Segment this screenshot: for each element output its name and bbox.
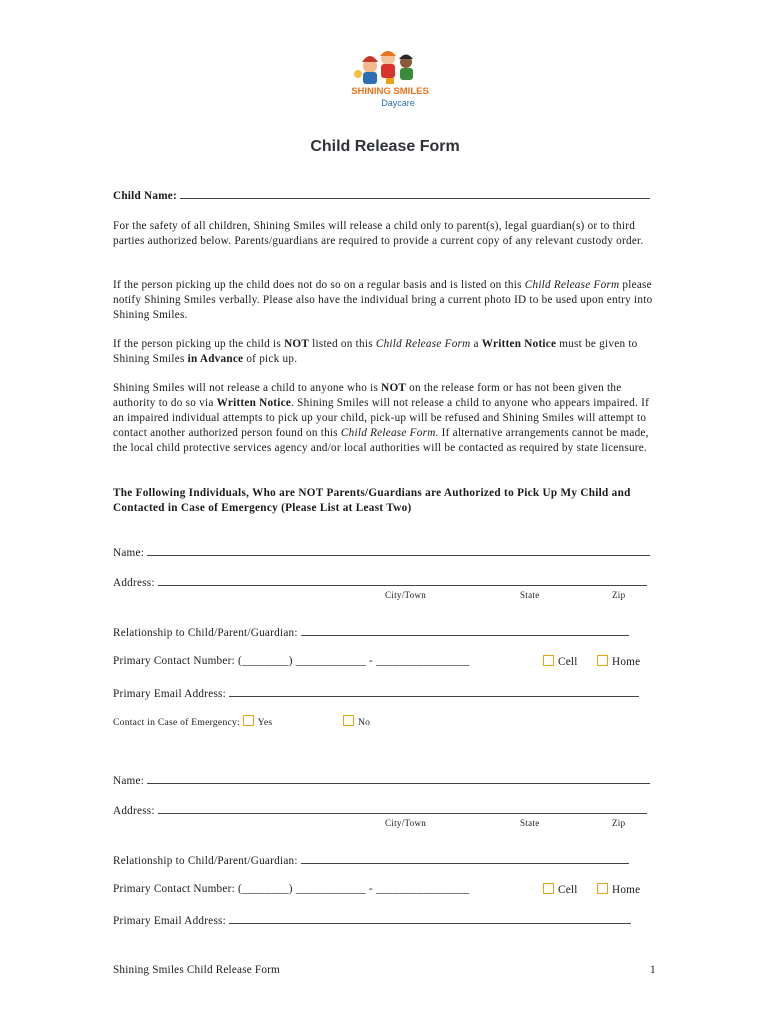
phone-label[interactable]: Primary Contact Number: (________) ____________ - ________________ (113, 655, 470, 667)
logo-line2: Daycare (381, 98, 415, 108)
logo-line1: SHINING SMILES (351, 86, 429, 97)
person1-email-field[interactable] (229, 686, 639, 697)
person1-address-row (113, 575, 647, 589)
daycare-logo (340, 44, 440, 114)
name-label: Name: (113, 775, 145, 787)
relationship-label: Relationship to Child/Parent/Guardian: (113, 627, 298, 639)
person1-emergency-no[interactable] (343, 715, 370, 728)
footer-text: Shining Smiles Child Release Form (113, 964, 280, 976)
person2-home-option[interactable] (597, 883, 640, 896)
person1-name-field[interactable] (147, 545, 650, 556)
no-label: No (358, 717, 371, 728)
person1-relationship-row (113, 625, 629, 639)
person2-name-field[interactable] (147, 773, 650, 784)
phone-label[interactable]: Primary Contact Number: (________) ____________ - ________________ (113, 883, 470, 895)
person1-cell-option[interactable] (543, 655, 578, 668)
person1-phone-row (113, 655, 469, 667)
emergency-label: Contact in Case of Emergency: (113, 717, 240, 728)
person2-address-field[interactable] (158, 803, 647, 814)
email-label: Primary Email Address: (113, 915, 227, 927)
cell-label: Cell (558, 656, 578, 668)
child-name-label: Child Name: (113, 190, 177, 202)
paragraph-written-notice: If the person picking up the child is NOT listed on this Child Release Form a Written Notice must be given to Shining Smiles in Advance of pick up. (113, 338, 638, 365)
paragraph-regular-pickup: If the person picking up the child does not do so on a regular basis and is listed on this Child Release Form please notify Shining Smiles verbally. Please also have the individual bring a current photo ID to be used upon entry into Shining Smiles. (113, 279, 653, 321)
person2-phone-row (113, 883, 469, 895)
relationship-label: Relationship to Child/Parent/Guardian: (113, 855, 298, 867)
page-number: 1 (650, 964, 656, 976)
cell-checkbox[interactable] (543, 883, 554, 894)
person2-email-field[interactable] (229, 913, 631, 924)
state-caption: State (520, 590, 540, 600)
person1-address-field[interactable] (158, 575, 647, 586)
city-caption: City/Town (385, 590, 427, 600)
email-label: Primary Email Address: (113, 688, 227, 700)
person1-name-row (113, 545, 650, 559)
name-label: Name: (113, 547, 145, 559)
person2-relationship-row (113, 853, 629, 867)
person2-address-row (113, 803, 647, 817)
person2-relationship-field[interactable] (301, 853, 629, 864)
person1-home-option[interactable] (597, 655, 640, 668)
paragraph-safety: For the safety of all children, Shining Smiles will release a child only to parent(s), legal guardian(s) or to third parties authorized below. Parents/guardians are required to provide a current copy of any relevant custody order. (113, 220, 644, 247)
yes-label: Yes (257, 717, 273, 728)
section-header: The Following Individuals, Who are NOT Parents/Guardians are Authorized to Pick Up My Child and Contacted in Case of Emergency (Please List at Least Two) (113, 487, 631, 514)
city-caption: City/Town (385, 818, 427, 828)
emergency-no-checkbox[interactable] (343, 715, 354, 726)
child-name-field[interactable] (180, 188, 650, 199)
cell-checkbox[interactable] (543, 655, 554, 666)
home-checkbox[interactable] (597, 655, 608, 666)
person1-emergency-row (113, 715, 272, 728)
home-checkbox[interactable] (597, 883, 608, 894)
person2-email-row (113, 913, 631, 927)
person1-relationship-field[interactable] (301, 625, 629, 636)
home-label: Home (612, 884, 641, 896)
paragraph-release-policy: Shining Smiles will not release a child to anyone who is NOT on the release form or has not been given the authority to do so via Written Notice. Shining Smiles will not release a child to anyone who appears impaired. If an impaired individual attempts to pick up your child, pick-up will be refused and Shining Smiles will attempt to contact another authorized person found on this Child Release Form. If alternative arrangements cannot be made, the local child protective services agency and/or local authorities will be contacted as required by state licensure. (113, 382, 650, 454)
person2-cell-option[interactable] (543, 883, 578, 896)
address-label: Address: (113, 805, 155, 817)
home-label: Home (612, 656, 641, 668)
page-title: Child Release Form (310, 138, 460, 155)
cell-label: Cell (558, 884, 578, 896)
person1-email-row (113, 686, 639, 700)
emergency-yes-checkbox[interactable] (243, 715, 254, 726)
zip-caption: Zip (612, 590, 626, 600)
state-caption: State (520, 818, 540, 828)
child-name-row (113, 188, 650, 202)
zip-caption: Zip (612, 818, 626, 828)
person2-name-row (113, 773, 650, 787)
address-label: Address: (113, 577, 155, 589)
